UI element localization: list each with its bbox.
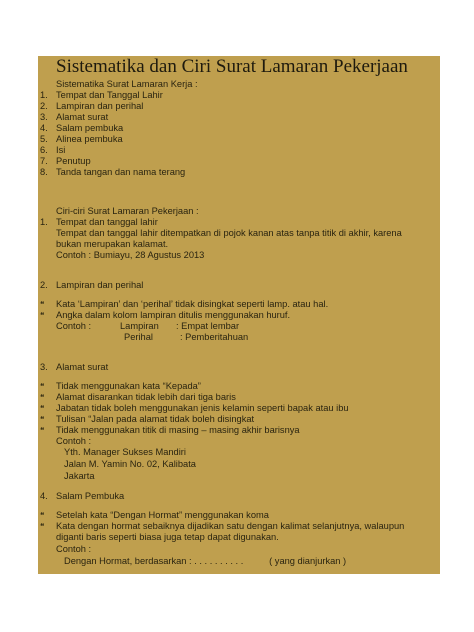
list-number: 8. [40, 167, 48, 177]
section-example: Contoh : Bumiayu, 28 Agustus 2013 [56, 250, 205, 260]
address-line: Jakarta [64, 471, 95, 481]
ciri-heading: Ciri-ciri Surat Lamaran Pekerjaan : [56, 206, 199, 216]
list-item: Penutup [56, 156, 91, 166]
bullet-item: Tulisan “Jalan pada alamat tidak boleh disingkat [56, 414, 255, 424]
address-line: Jalan M. Yamin No. 02, Kalibata [64, 459, 196, 469]
sistematika-heading: Sistematika Surat Lamaran Kerja : [56, 79, 198, 89]
bullet-icon: ❝ [40, 522, 45, 531]
list-item: Isi [56, 145, 66, 155]
bullet-icon: ❝ [40, 426, 45, 435]
list-item: Tanda tangan dan nama terang [56, 167, 186, 177]
bullet-item: Jabatan tidak boleh menggunakan jenis kelamin seperti bapak atau ibu [56, 403, 349, 413]
example-value: : Pemberitahuan [180, 332, 249, 342]
list-item: Tempat dan Tanggal Lahir [56, 90, 163, 100]
list-number: 4. [40, 123, 48, 133]
section-title: Tempat dan tanggal lahir [56, 217, 158, 227]
example-key: Perihal [124, 332, 153, 342]
bullet-icon: ❝ [40, 404, 45, 413]
list-number: 7. [40, 156, 48, 166]
example-label: Contoh : [56, 321, 92, 331]
list-item: Alamat surat [56, 112, 109, 122]
list-number: 1. [40, 90, 48, 100]
bullet-icon: ❝ [40, 382, 45, 391]
list-number: 6. [40, 145, 48, 155]
bullet-item: Tidak menggunakan titik di masing – masing akhir barisnya [56, 425, 300, 435]
bullet-item: Kata ‘Lampiran’ dan ‘perihal’ tidak disingkat seperti lamp. atau hal. [56, 299, 329, 309]
example-label: Contoh : [56, 544, 92, 554]
section-number: 4. [40, 491, 48, 501]
section-number: 3. [40, 362, 48, 372]
example-label: Contoh : [56, 436, 92, 446]
example-text: Dengan Hormat, berdasarkan : . . . . . . . . . . ( yang dianjurkan ) [64, 556, 347, 566]
section-number: 2. [40, 280, 48, 290]
section-title: Lampiran dan perihal [56, 280, 144, 290]
section-number: 1. [40, 217, 48, 227]
bullet-icon: ❝ [40, 511, 45, 520]
bullet-item: Angka dalam kolom lampiran ditulis menggunakan huruf. [56, 310, 291, 320]
bullet-icon: ❝ [40, 311, 45, 320]
bullet-icon: ❝ [40, 415, 45, 424]
document-title: Sistematika dan Ciri Surat Lamaran Pekerjaan [56, 56, 408, 77]
example-key: Lampiran [120, 321, 159, 331]
bullet-item: Alamat disarankan tidak lebih dari tiga baris [56, 392, 236, 402]
list-number: 5. [40, 134, 48, 144]
list-item: Lampiran dan perihal [56, 101, 144, 111]
bullet-item: Kata dengan hormat sebaiknya dijadikan satu dengan kalimat selanjutnya, walaupun diganti baris seperti biasa juga tetap dapat digunakan. [56, 521, 405, 542]
bullet-item: Setelah kata “Dengan Hormat” menggunakan koma [56, 510, 269, 520]
address-line: Yth. Manager Sukses Mandiri [64, 447, 186, 457]
bullet-item: Tidak menggunakan kata “Kepada” [56, 381, 201, 391]
list-item: Alinea pembuka [56, 134, 123, 144]
example-value: : Empat lembar [176, 321, 240, 331]
list-number: 3. [40, 112, 48, 122]
bullet-icon: ❝ [40, 300, 45, 309]
list-item: Salam pembuka [56, 123, 124, 133]
section-title: Salam Pembuka [56, 491, 125, 501]
list-number: 2. [40, 101, 48, 111]
section-description: Tempat dan tanggal lahir ditempatkan di pojok kanan atas tanpa titik di akhir, karena bukan merupakan kalamat. [56, 228, 402, 249]
bullet-icon: ❝ [40, 393, 45, 402]
section-title: Alamat surat [56, 362, 109, 372]
